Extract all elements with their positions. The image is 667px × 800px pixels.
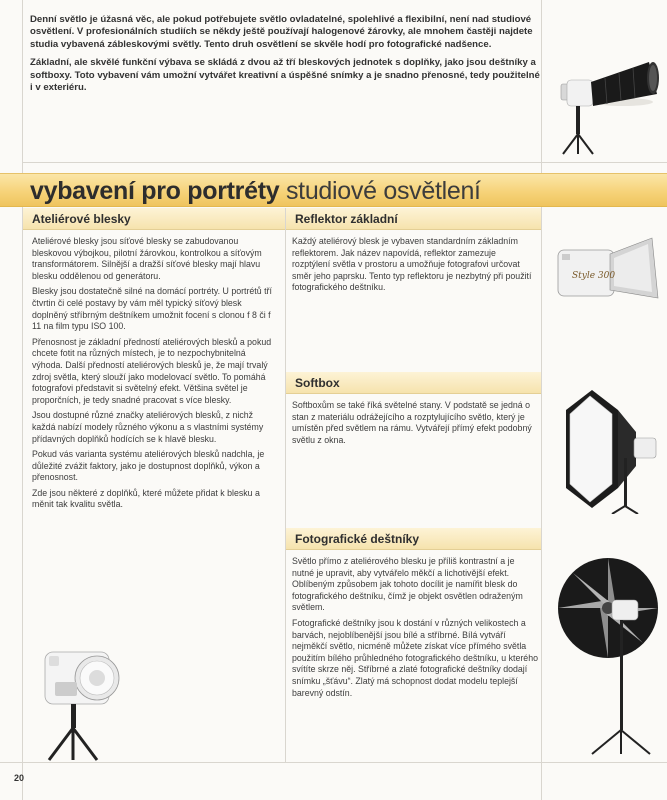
- heading-ateliere: [23, 208, 285, 230]
- heading-reflektor-label: Reflektor základní: [295, 212, 398, 226]
- paragraph: Blesky jsou dostatečně silné na domácí portréty. U portrétů tří čtvrtin či celé postavy by vám měl typický síťový blesk doplněný stříbrným deštníkem umožnit focení s clonou f 8 či f 11 na film typu ISO 100.: [32, 286, 272, 332]
- section-banner: [0, 173, 667, 207]
- flash-snoot-photo: [553, 36, 665, 156]
- paragraph: Světlo přímo z ateliérového blesku je příliš kontrastní a je nutné je upravit, aby vytvářelo měkčí a lichotivější efekt. Oblíbeným způsobem jak tohoto docílit je namířit blesk do fotografického deštníku, čímž je objekt osvětlen odraženým světlem.: [292, 556, 523, 613]
- text-softbox: [292, 400, 538, 450]
- section-title-strong: vybavení pro portréty: [30, 177, 280, 205]
- paragraph: Softboxům se také říká světelné stany. V podstatě se jedná o stan z materiálu odrážejícího a rozptylujícího světlo, který je umístěn před světlem na rámu. Vytvářejí přímý efekt podobný světlu z okna.: [292, 400, 532, 445]
- text-destniky: [292, 556, 538, 703]
- heading-ateliere-label: Ateliérové blesky: [32, 212, 131, 226]
- grid-rule: [285, 208, 286, 763]
- intro-text: [30, 14, 545, 100]
- softbox-photo: [560, 388, 664, 514]
- grid-rule: [22, 0, 23, 800]
- grid-rule: [22, 162, 667, 163]
- paragraph: Zde jsou některé z doplňků, které můžete přidat k blesku a měnit tak kvalitu světla.: [32, 487, 260, 510]
- heading-reflektor: [286, 208, 541, 230]
- flash-reflector-photo: [552, 228, 664, 308]
- paragraph: Jsou dostupné různé značky ateliérových blesků, z nichž každá nabízí modely různého výkonu a s vlastními systémy přídavných doplňků hodících se k hlavě blesku.: [32, 410, 264, 444]
- flash-label: Style 300: [572, 271, 616, 281]
- paragraph: Pokud vás varianta systému ateliérových blesků nadchla, je důležité zvážit faktory, jako je dostupnost doplňků, výkon a přenosnost.: [32, 449, 265, 483]
- paragraph: Přenosnost je základní předností ateliérových blesků a pokud chcete fotit na různých místech, je to nezpochybnitelná výhoda. Další předností ateliérových blesků je, že mají trvalý zdroj světla, který slouží jako modelovací světlo. To pomáhá fotografovi představit si světelný efekt. Většina světel je proporčních, je tedy snadné pracovat s více blesky.: [32, 336, 272, 405]
- heading-softbox: [286, 372, 541, 394]
- text-reflektor: [292, 236, 536, 298]
- studio-flash-photo: [35, 640, 135, 762]
- heading-softbox-label: Softbox: [295, 376, 340, 390]
- section-title: [30, 176, 481, 206]
- intro-paragraph: Denní světlo je úžasná věc, ale pokud potřebujete světlo ovladatelné, spolehlivé a flexibilní, není nad studiové osvětlení. V profesionálních studiích se někdy ještě používají halogenové žárovky, ale mnohem častěji najdete studia vybavená zábleskovými světly. Tento druh osvětlení se skvěle hodí pro fotografické nadšence.: [30, 14, 533, 50]
- page-number: 20: [14, 773, 25, 783]
- section-title-light: studiové osvětlení: [285, 177, 481, 205]
- paragraph: Každý ateliérový blesk je vybaven standardním základním reflektorem. Jak název napovídá, reflektor zamezuje rozptýlení světla v prostoru a umožňuje fotografovi určovat směr jeho paprsku. Tento typ reflektoru je nezbytný při použití fotografického deštníku.: [292, 236, 532, 293]
- umbrella-photo: [552, 550, 664, 756]
- grid-rule: [541, 0, 542, 800]
- intro-paragraph: Základní, ale skvělé funkční výbava se skládá z dvou až tří bleskových jednotek s doplňky, jako jsou deštníky a softboxy. Toto vybavení vám umožní vytvářet kreativní a úspěšné snímky a je snadno přenosné, tedy použitelné i v exteriéru.: [30, 57, 540, 94]
- text-ateliere: [32, 236, 278, 515]
- heading-destniky: [286, 528, 541, 550]
- paragraph: Ateliérové blesky jsou síťové blesky se zabudovanou bleskovou výbojkou, pilotní žárovkou, kontrolkou a síťovým transformátorem. Silnější a dražší síťové blesky mají hlavu blesku oddělenou od generátoru.: [32, 236, 262, 281]
- grid-rule: [0, 762, 667, 763]
- paragraph: Fotografické deštníky jsou k dostání v různých velikostech a barvách, nejoblíbenější jsou bílé a stříbrné. Bílá vytváří nejměkčí světlo, nicméně můžete získat více přímého světla použitím bílého průhledného fotografického deštníku, u kterého svítíte skrze něj. Stříbrné a zlaté fotografické deštníky dodají snímku „šťávu“. Zlatý má schopnost dodat modelu teplejší barevný odstín.: [292, 617, 538, 698]
- heading-destniky-label: Fotografické deštníky: [295, 532, 420, 546]
